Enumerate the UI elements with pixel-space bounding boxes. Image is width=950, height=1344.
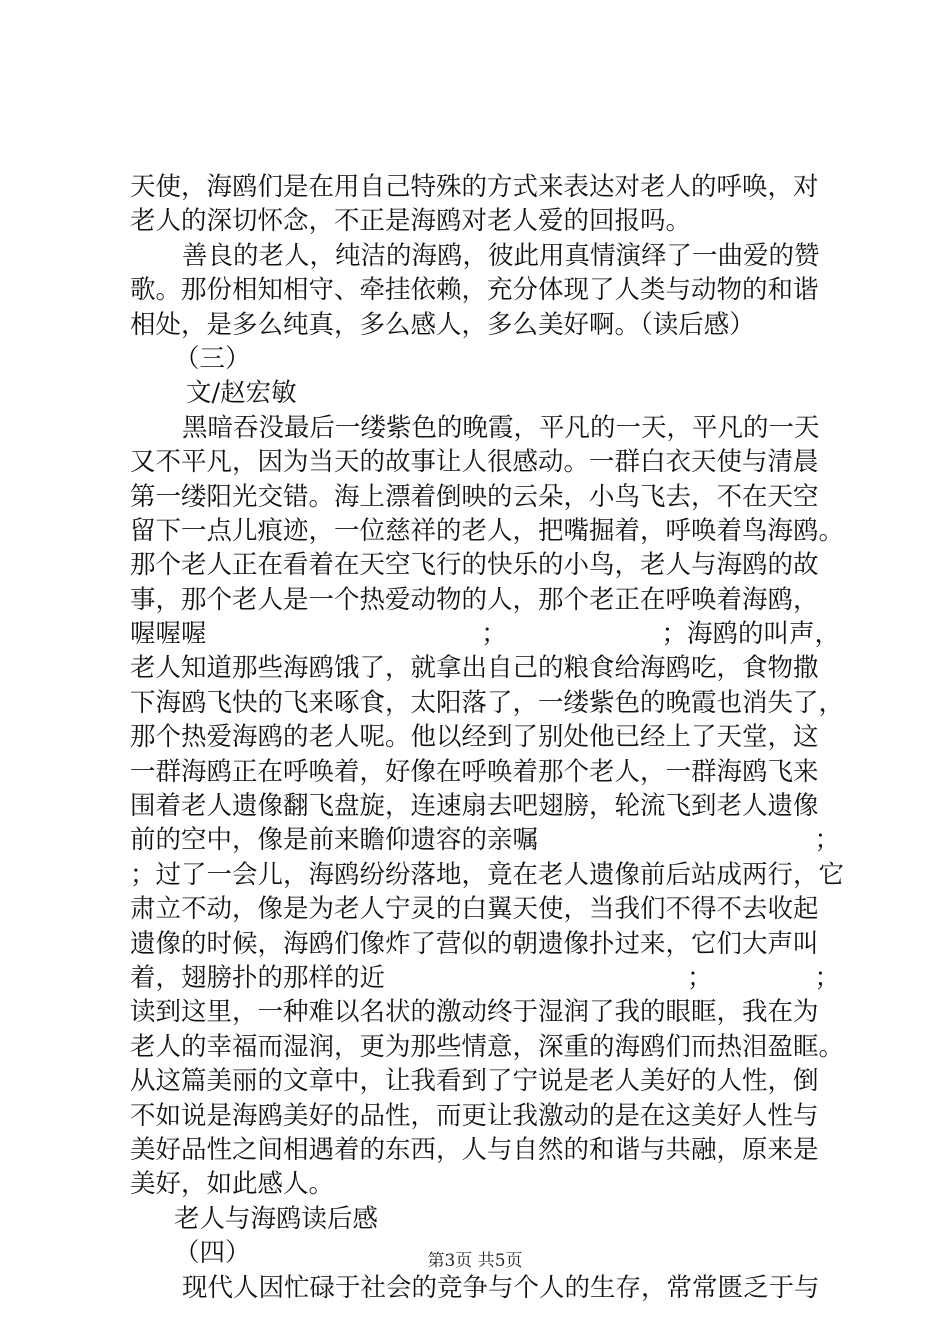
line-segment: ；海鸥的叫声，: [661, 619, 840, 650]
body-line: 遗像的时候，海鸥们像炸了营似的朝遗像扑过来，它们大声叫: [130, 928, 819, 959]
body-line: 又不平凡，因为当天的故事让人很感动。一群白衣天使与清晨: [130, 447, 819, 478]
line-segment: 前的空中，像是前来瞻仰遗容的亲嘱: [130, 825, 539, 856]
body-line: 下海鸥飞快的飞来啄食，太阳落了，一缕紫色的晚霞也消失了，: [130, 687, 845, 718]
line-segment: 着，翅膀扑的那样的近: [130, 962, 386, 993]
page-footer: 第3页 共5页: [427, 1251, 523, 1271]
body-line: 一群海鸥正在呼唤着，好像在呼唤着那个老人，一群海鸥飞来: [130, 756, 819, 787]
body-line: 相处，是多么纯真，多么感人，多么美好啊。（读后感）: [130, 309, 755, 340]
document-body: [130, 170, 845, 1305]
body-line: 老人的幸福而湿润，更为那些情意，深重的海鸥们而热泪盈眶。: [130, 1031, 845, 1062]
paragraph-start: 黑暗吞没最后一缕紫色的晚霞，平凡的一天，平凡的一天: [182, 412, 820, 443]
section-heading: （三）: [174, 343, 251, 374]
author-line: 文/赵宏敏: [186, 378, 297, 409]
body-line: 那个热爱海鸥的老人呢。他以经到了别处他已经上了天堂，这: [130, 722, 819, 753]
body-line: 歌。那份相知相守、牵挂依赖，充分体现了人类与动物的和谐: [130, 275, 819, 306]
body-line: 围着老人遗像翻飞盘旋，连速扇去吧翅膀，轮流飞到老人遗像: [130, 791, 819, 822]
body-line: 天使，海鸥们是在用自己特殊的方式来表达对老人的呼唤，对: [130, 172, 819, 202]
body-line-spread: [130, 823, 840, 857]
section-title: 老人与海鸥读后感: [174, 1203, 379, 1234]
section-heading: （四）: [174, 1238, 251, 1269]
body-line: ；过了一会儿，海鸥纷纷落地，竟在老人遗像前后站成两行，它: [130, 859, 845, 890]
body-line-spread: [130, 617, 840, 651]
body-line: 事，那个老人是一个热爱动物的人，那个老正在呼唤着海鸥，: [130, 584, 819, 615]
body-line: 不如说是海鸥美好的品性，而更让我激动的是在这美好人性与: [130, 1100, 819, 1131]
body-line: 那个老人正在看着在天空飞行的快乐的小鸟，老人与海鸥的故: [130, 550, 819, 581]
body-line: 从这篇美丽的文章中，让我看到了宁说是老人美好的人性，倒: [130, 1066, 819, 1097]
body-line: 老人的深切怀念，不正是海鸥对老人爱的回报吗。: [130, 206, 692, 237]
line-segment: ；: [686, 962, 713, 993]
line-segment: 喔喔喔: [130, 619, 207, 650]
paragraph-start: 现代人因忙碌于社会的竞争与个人的生存，常常匮乏于与: [182, 1272, 820, 1303]
body-line: 老人知道那些海鸥饿了，就拿出自己的粮食给海鸥吃，食物撒: [130, 653, 819, 684]
line-segment: ；: [814, 825, 840, 856]
paragraph-start: 善良的老人，纯洁的海鸥，彼此用真情演绎了一曲爱的赞: [182, 240, 820, 271]
body-line-spread: [130, 961, 840, 995]
line-segment: ；: [481, 619, 507, 650]
body-line: 美好品性之间相遇着的东西，人与自然的和谐与共融，原来是: [130, 1134, 819, 1165]
body-line: 第一缕阳光交错。海上漂着倒映的云朵，小鸟飞去，不在天空: [130, 481, 819, 512]
body-line: 留下一点儿痕迹，一位慈祥的老人，把嘴掘着，呼唤着鸟海鸥。: [130, 515, 845, 546]
line-segment: ；: [814, 962, 840, 993]
body-line: 读到这里，一种难以名状的激动终于湿润了我的眼眶，我在为: [130, 997, 819, 1028]
body-line: 美好，如此感人。: [130, 1169, 335, 1200]
body-line: 肃立不动，像是为老人宁灵的白翼天使，当我们不得不去收起: [130, 894, 819, 925]
